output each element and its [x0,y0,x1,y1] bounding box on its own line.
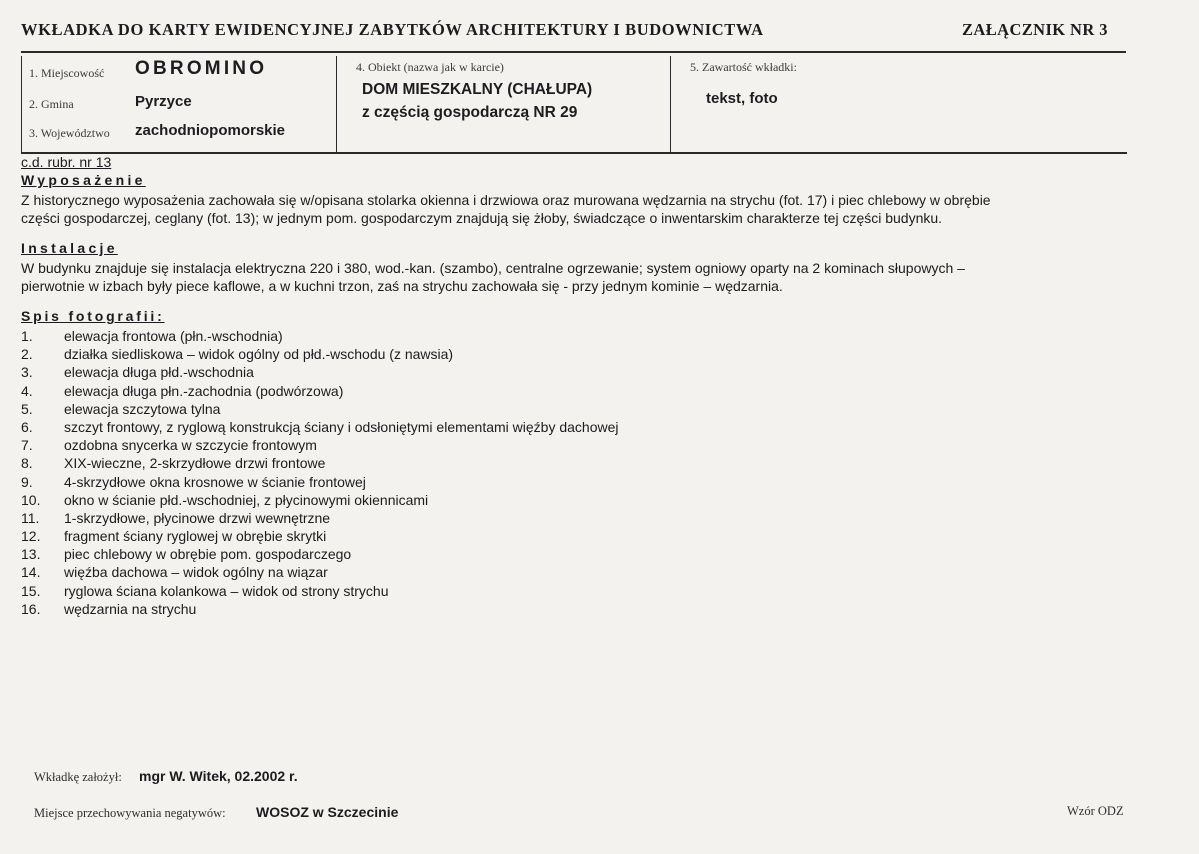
photo-description: okno w ścianie płd.-wschodniej, z płycinowymi okiennicami [64,491,429,508]
photo-description: elewacja szczytowa tylna [64,400,221,417]
photo-description: elewacja frontowa (płn.-wschodnia) [64,328,283,344]
photo-number: 9. [21,473,33,490]
equipment-heading: Wyposażenie [21,172,146,188]
photo-number: 3. [21,364,33,381]
photo-number: 15. [21,582,41,599]
installations-heading: Instalacje [21,240,118,256]
photo-description: elewacja długa płn.-zachodnia (podwórzowa) [64,382,344,399]
form-divider-2 [670,56,671,152]
commune-label: 2. Gmina [29,97,74,111]
photo-number: 16. [21,600,41,617]
photo-number: 12. [21,528,41,545]
form-divider-1 [336,56,337,152]
photo-number: 13. [21,546,41,563]
locality-value: OBROMINO [135,58,268,79]
equipment-text-line2: części gospodarczej, ceglany (fot. 13); w jednym pom. gospodarczym znajdują się żłoby, świadczące o inwentarskim charakterze tej części budynku. [21,210,943,226]
contents-label: 5. Zawartość wkładki: [690,60,797,74]
annex-number: ZAŁĄCZNIK NR 3 [962,20,1108,39]
photo-number: 14. [21,564,41,581]
photo-description: ozdobna snycerka w szczycie frontowym [64,437,317,454]
commune-value: Pyrzyce [135,93,192,110]
author-label: Wkładkę założył: [34,770,122,784]
photo-description: więźba dachowa – widok ogólny na wiązar [64,564,328,581]
photo-number: 10. [21,491,41,508]
storage-value: WOSOZ w Szczecinie [256,804,399,820]
photo-number: 8. [21,455,33,472]
photos-heading: Spis fotografii: [21,308,165,324]
object-value-line2: z częścią gospodarczą NR 29 [362,104,578,121]
province-value: zachodniopomorskie [135,122,286,139]
photo-description: elewacja długa płd.-wschodnia [64,364,254,381]
photo-number: 11. [21,509,40,526]
photo-number: 1. [21,328,33,344]
photo-description: ryglowa ściana kolankowa – widok od strony strychu [64,582,389,599]
equipment-text-line1: Z historycznego wyposażenia zachowała się w/opisana stolarka okienna i drzwiowa oraz murowana wędzarnia na strychu (fot. 17) i piec chlebowy w obrębie [21,192,991,208]
contents-value: tekst, foto [706,90,778,107]
object-label: 4. Obiekt (nazwa jak w karcie) [356,60,504,74]
locality-label: 1. Miejscowość [29,66,105,80]
photo-description: 4-skrzydłowe okna krosnowe w ścianie frontowej [64,473,366,490]
continuation-note: c.d. rubr. nr 13 [21,154,112,170]
storage-label: Miejsce przechowywania negatywów: [34,806,226,820]
photo-description: piec chlebowy w obrębie pom. gospodarczego [64,546,352,563]
photo-number: 6. [21,418,33,435]
installations-text-line2: pierwotnie w izbach były piece kaflowe, a w kuchni trzon, zaś na strychu zachowała się - przy jednym kominie – wędzarnia. [21,278,783,294]
photo-number: 5. [21,400,33,417]
photo-description: XIX-wieczne, 2-skrzydłowe drzwi frontowe [64,455,326,472]
photo-description: 1-skrzydłowe, płycinowe drzwi wewnętrzne [64,509,331,526]
author-value: mgr W. Witek, 02.2002 r. [139,768,298,784]
photo-description: wędzarnia na strychu [64,600,197,617]
document-title: WKŁADKA DO KARTY EWIDENCYJNEJ ZABYTKÓW ARCHITEKTURY I BUDOWNICTWA [21,20,764,39]
object-value-line1: DOM MIESZKALNY (CHAŁUPA) [362,81,593,98]
photo-number: 2. [21,346,33,363]
photo-description: szczyt frontowy, z ryglową konstrukcją ściany i odsłoniętymi elementami więźby dachowej [64,418,619,435]
province-label: 3. Województwo [29,126,110,140]
photo-description: działka siedliskowa – widok ogólny od płd.-wschodu (z nawsia) [64,346,454,363]
photo-description: fragment ściany ryglowej w obrębie skrytki [64,528,327,545]
template-code: Wzór ODZ [1067,804,1124,818]
installations-text-line1: W budynku znajduje się instalacja elektryczna 220 i 380, wod.-kan. (szambo), centralne ogrzewanie; system ogniowy oparty na 2 kominach słupowych – [21,260,965,276]
photo-number: 4. [21,382,33,399]
photo-number: 7. [21,437,33,454]
header-rule [21,51,1126,53]
